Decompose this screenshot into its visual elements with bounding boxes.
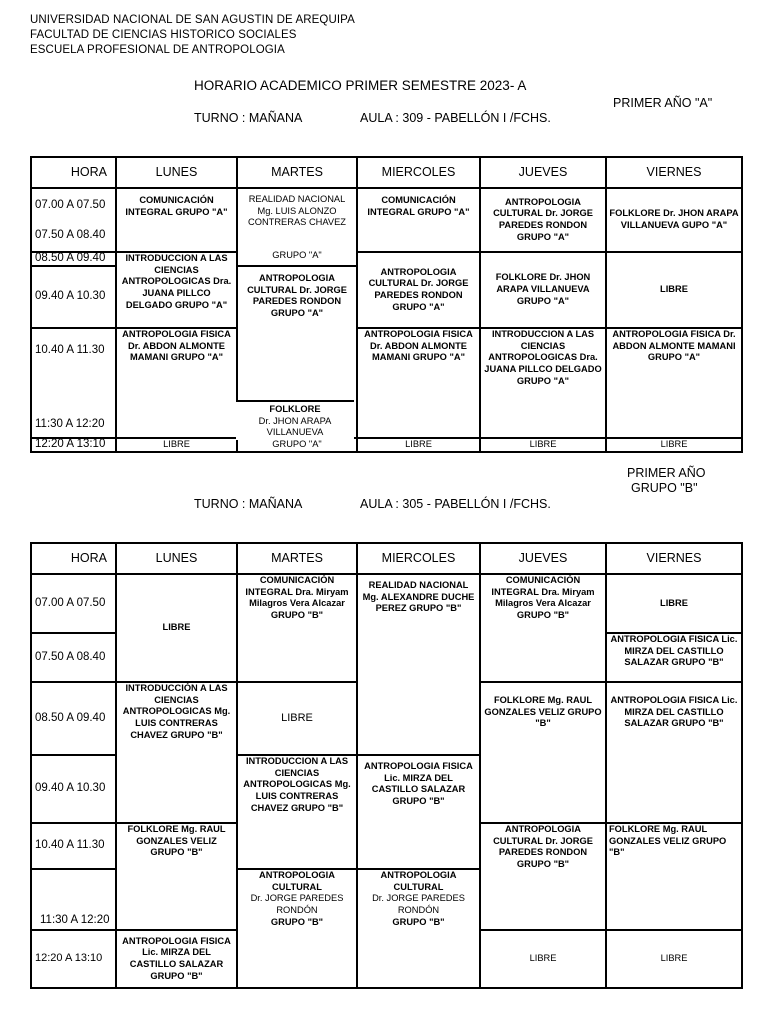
class-cell: INTRODUCCIÓN A LAS CIENCIAS ANTROPOLOGICAS Mg. LUIS CONTRERAS CHAVEZ GRUPO "B" — [116, 682, 237, 823]
header-viernes: VIERNES — [606, 543, 742, 574]
class-cell: LIBRE — [606, 574, 742, 633]
header-martes: MARTES — [237, 157, 357, 188]
header-jueves: JUEVES — [480, 543, 606, 574]
class-cell: LIBRE — [237, 682, 357, 755]
group-a-turno: TURNO : MAÑANA — [194, 111, 303, 125]
hour-label: 10.40 A 11.30 — [31, 823, 116, 869]
class-cell: REALIDAD NACIONAL Mg. ALEXANDRE DUCHE PEREZ GRUPO "B" — [357, 574, 480, 755]
class-cell: ANTROPOLOGIA FISICA Dr. ABDON ALMONTE MAMANI GRUPO "A" — [606, 328, 742, 438]
group-a-label: PRIMER AÑO "A" — [613, 96, 713, 110]
class-cell: FOLKLORE Dr. JHON ARAPA VILLANUEVA GUPO "A" — [606, 188, 742, 252]
hour-label: 12:20 A 13:10 — [31, 438, 116, 452]
class-title: FOLKLORE — [269, 404, 321, 414]
group-a-aula: AULA : 309 - PABELLÓN I /FCHS. — [360, 111, 551, 125]
hour-label: 11:30 A 12:20 — [35, 417, 105, 430]
hour-label: 12:20 A 13:10 — [31, 930, 116, 988]
class-cell: COMUNICACIÓN INTEGRAL GRUPO "A" — [357, 188, 480, 252]
class-title: ANTROPOLOGIA CULTURAL — [259, 870, 335, 892]
group-b-sublabel: GRUPO "B" — [631, 481, 698, 495]
class-cell: ANTROPOLOGIA CULTURAL Dr. JORGE PAREDES RONDON GRUPO "A" — [480, 188, 606, 252]
class-cell: LIBRE — [480, 930, 606, 988]
class-cell — [237, 869, 357, 988]
class-cell: INTRODUCCION A LAS CIENCIAS ANTROPOLOGICAS Mg. LUIS CONTRERAS CHAVEZ GRUPO "B" — [237, 755, 357, 869]
schedule-table-group-a — [30, 156, 743, 453]
class-cell: FOLKLORE Dr. JHON ARAPA VILLANUEVA GRUPO "A" — [480, 252, 606, 328]
class-cell: LIBRE — [116, 574, 237, 682]
class-cell: LIBRE — [480, 438, 606, 452]
group-b-label: PRIMER AÑO — [627, 466, 706, 480]
class-cell: LIBRE — [116, 438, 237, 452]
hour-cell — [31, 188, 116, 252]
header-viernes: VIERNES — [606, 157, 742, 188]
hour-label: 08.50 A 09.40 — [31, 252, 116, 266]
class-cell: ANTROPOLOGIA CULTURAL Dr. JORGE PAREDES RONDON GRUPO "A" — [357, 252, 480, 328]
class-cell: COMUNICACIÓN INTEGRAL GRUPO "A" — [116, 188, 237, 252]
class-cell: ANTROPOLOGIA FISICA Dr. ABDON ALMONTE MAMANI GRUPO "A" — [116, 328, 237, 438]
university-name: UNIVERSIDAD NACIONAL DE SAN AGUSTIN DE AREQUIPA — [30, 14, 355, 26]
class-cell: ANTROPOLOGIA CULTURAL Dr. JORGE PAREDES RONDON GRUPO "A" — [237, 266, 357, 438]
hour-label: 10.40 A 11.30 — [35, 344, 105, 356]
class-cell: ANTROPOLOGIA FISICA Lic. MIRZA DEL CASTILLO SALAZAR GRUPO "B" — [606, 682, 742, 823]
header-martes: MARTES — [237, 543, 357, 574]
group-b-turno: TURNO : MAÑANA — [194, 497, 303, 511]
class-cell: GRUPO "A" — [237, 438, 357, 452]
header-hora: HORA — [31, 157, 116, 188]
class-cell: ANTROPOLOGIA FISICA Lic. MIRZA DEL CASTILLO SALAZAR GRUPO "B" — [357, 755, 480, 869]
class-teacher: Dr. JORGE PAREDES RONDÓN — [250, 893, 344, 916]
class-teacher: Dr. JORGE PAREDES RONDÓN — [372, 893, 465, 916]
hour-label: 09.40 A 10.30 — [31, 266, 116, 328]
class-cell: INTRODUCCION A LAS CIENCIAS ANTROPOLOGICAS Dra. JUANA PILLCO DELGADO GRUPO "A" — [480, 328, 606, 438]
table-row — [31, 328, 742, 438]
class-title: ANTROPOLOGIA CULTURAL — [380, 870, 457, 892]
class-cell: ANTROPOLOGIA FISICA Dr. ABDON ALMONTE MAMANI GRUPO "A" — [357, 328, 480, 438]
class-teacher: Dr. JHON ARAPA VILLANUEVA — [258, 415, 332, 437]
class-cell: LIBRE — [357, 438, 480, 452]
class-cell: FOLKLORE Mg. RAUL GONZALES VELIZ GRUPO "B" — [116, 823, 237, 930]
school-name: ESCUELA PROFESIONAL DE ANTROPOLOGIA — [30, 44, 285, 56]
hour-label: 07.50 A 08.40 — [31, 633, 116, 682]
table-header-row — [31, 157, 742, 188]
header-jueves: JUEVES — [480, 157, 606, 188]
class-group: GRUPO "A" — [272, 250, 322, 260]
class-cell — [237, 188, 357, 266]
table-row — [31, 438, 742, 452]
hour-label: 09.40 A 10.30 — [31, 755, 116, 823]
hour-label: 11:30 A 12:20 — [31, 869, 116, 930]
hour-cell — [31, 328, 116, 438]
class-cell: COMUNICACIÓN INTEGRAL Dra. Miryam Milagros Vera Alcazar GRUPO "B" — [237, 574, 357, 682]
class-cell: COMUNICACIÓN INTEGRAL Dra. Miryam Milagros Vera Alcazar GRUPO "B" — [480, 574, 606, 682]
hour-label: 07.00 A 07.50 — [35, 199, 106, 212]
class-cell: INTRODUCCION A LAS CIENCIAS ANTROPOLOGICAS Dra. JUANA PILLCO DELGADO GRUPO "A" — [116, 252, 237, 328]
class-cell: LIBRE — [606, 438, 742, 452]
hour-label: 08.50 A 09.40 — [31, 682, 116, 755]
martes-folklore-box — [236, 400, 354, 440]
table-header-row — [31, 543, 742, 574]
class-cell: LIBRE — [606, 252, 742, 328]
class-cell — [357, 869, 480, 988]
table-row — [31, 188, 742, 252]
header-lunes: LUNES — [116, 157, 237, 188]
class-cell: ANTROPOLOGIA FISICA Lic. MIRZA DEL CASTILLO SALAZAR GRUPO "B" — [606, 633, 742, 682]
hour-label: 07.50 A 08.40 — [35, 229, 106, 241]
page-title: HORARIO ACADEMICO PRIMER SEMESTRE 2023- A — [194, 78, 527, 93]
class-cell: ANTROPOLOGIA CULTURAL Dr. JORGE PAREDES RONDON GRUPO "B" — [480, 823, 606, 930]
class-cell: FOLKLORE Mg. RAUL GONZALES VELIZ GRUPO "B" — [480, 682, 606, 823]
header-miercoles: MIERCOLES — [357, 543, 480, 574]
schedule-table-group-b — [30, 542, 743, 989]
class-text: REALIDAD NACIONAL Mg. LUIS ALONZO CONTRERAS CHAVEZ — [248, 194, 346, 228]
header-miercoles: MIERCOLES — [357, 157, 480, 188]
class-cell: FOLKLORE Mg. RAUL GONZALES VELIZ GRUPO "B" — [606, 823, 742, 930]
header-lunes: LUNES — [116, 543, 237, 574]
table-row — [31, 252, 742, 266]
class-group: GRUPO "B" — [392, 916, 445, 927]
table-row — [31, 574, 742, 633]
faculty-name: FACULTAD DE CIENCIAS HISTORICO SOCIALES — [30, 29, 297, 41]
class-group: GRUPO "B" — [270, 916, 324, 927]
class-cell: LIBRE — [606, 930, 742, 988]
class-cell: ANTROPOLOGIA FISICA Lic. MIRZA DEL CASTILLO SALAZAR GRUPO "B" — [116, 930, 237, 988]
group-b-aula: AULA : 305 - PABELLÓN I /FCHS. — [360, 497, 551, 511]
hour-label: 07.00 A 07.50 — [31, 574, 116, 633]
header-hora: HORA — [31, 543, 116, 574]
